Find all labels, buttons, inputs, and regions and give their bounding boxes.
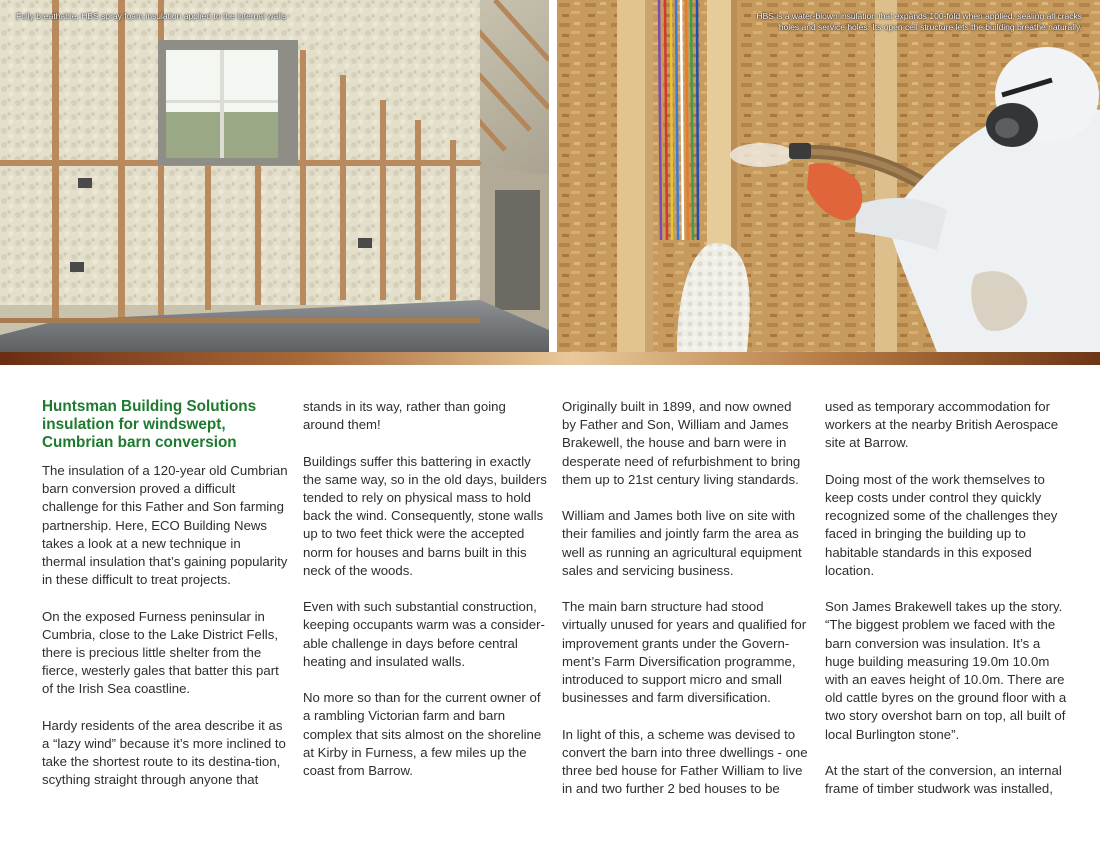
decorative-copper-band [0, 352, 1100, 365]
paragraph: Buildings suffer this battering in exactly the same way, so in the old days, builders tended to rely on physical mass to hold back the wind. Consequently, stone walls up to two feet thick were the accepted norm for houses and barns built in this neck of the woods. [303, 453, 547, 578]
article-column-3 [562, 398, 808, 817]
paragraph: Hardy residents of the area describe it as a “lazy wind” because it’s more inclined to take the shortest route to its destina-tion, scything straight through anyone that [42, 717, 286, 788]
paragraph: The main barn structure had stood virtually unused for years and qualified for improvement grants under the Govern-ment’s Farm Diversification programme, introduced to support micro and small businesses and farm diversification. [562, 599, 807, 706]
paragraph: Doing most of the work themselves to keep costs under control they quickly recognized some of the challenges they faced in bringing the building up to habitable standards in this exposed location. [825, 471, 1058, 578]
paragraph: In light of this, a scheme was devised to convert the barn into three dwellings - one three bed house for Father William to live in and two further 2 bed houses to be [562, 726, 808, 797]
photo-gutter [549, 0, 557, 352]
spray-foam-worker-photo [557, 0, 1100, 352]
paragraph: At the start of the conversion, an internal frame of timber studwork was installed, [825, 763, 1062, 797]
article-column-2 [303, 398, 549, 798]
paragraph: Even with such substantial construction, keeping occupants warm was a consider-able challenge in days before central heating and insulated walls. [303, 599, 545, 669]
article-headline: Huntsman Building Solutions insulation for windswept, Cumbrian barn conversion [42, 398, 257, 451]
article-column-1 [42, 398, 288, 808]
photo-caption-left: Fully breathable, HBS spray foam insulation applied to the internal walls [16, 11, 287, 21]
paragraph: stands in its way, rather than going around them! [303, 399, 506, 433]
attic-insulation-photo [0, 0, 549, 352]
paragraph: Originally built in 1899, and now owned by Father and Son, William and James Brakewell, the house and barn were in desperate need of refurbishment to bring them up to 21st century living standards. [562, 399, 801, 487]
paragraph: used as temporary accommodation for workers at the nearby British Aerospace site at Barrow. [825, 399, 1059, 451]
paragraph: The insulation of a 120-year old Cumbrian barn conversion proved a difficult challenge for this Father and Son farming partnership. Here, ECO Building News takes a look at a new technique in thermal insulation that’s gaining popularity in these difficult to treat projects. [42, 463, 288, 588]
photo-caption-right: HBS is a water-blown insulation that expands 100-fold when applied, sealing all cracks holes and service holes. Its open cell structure lets the building breathe naturally. [756, 11, 1082, 32]
paragraph: William and James both live on site with their families and jointly farm the area as well as running an agricultural equipment sales and servicing business. [562, 508, 802, 578]
paragraph: No more so than for the current owner of a rambling Victorian farm and barn complex that sits almost on the shoreline at Kirby in Furness, a few miles up the coast from Barrow. [303, 690, 542, 779]
paragraph: On the exposed Furness peninsular in Cumbria, close to the Lake District Fells, there is precious little shelter from the fierce, westerly gales that batter this part of the Irish Sea coastline. [42, 608, 279, 697]
paragraph: Son James Brakewell takes up the story. “The biggest problem we faced with the barn conversion was insulation. It’s a huge building measuring 19.0m 10.0m with an eaves height of 10.0m. There are old cattle byres on the ground floor with a two story overshot barn on top, all built of local Burlington stone”. [825, 599, 1067, 742]
article-column-4 [825, 398, 1071, 817]
